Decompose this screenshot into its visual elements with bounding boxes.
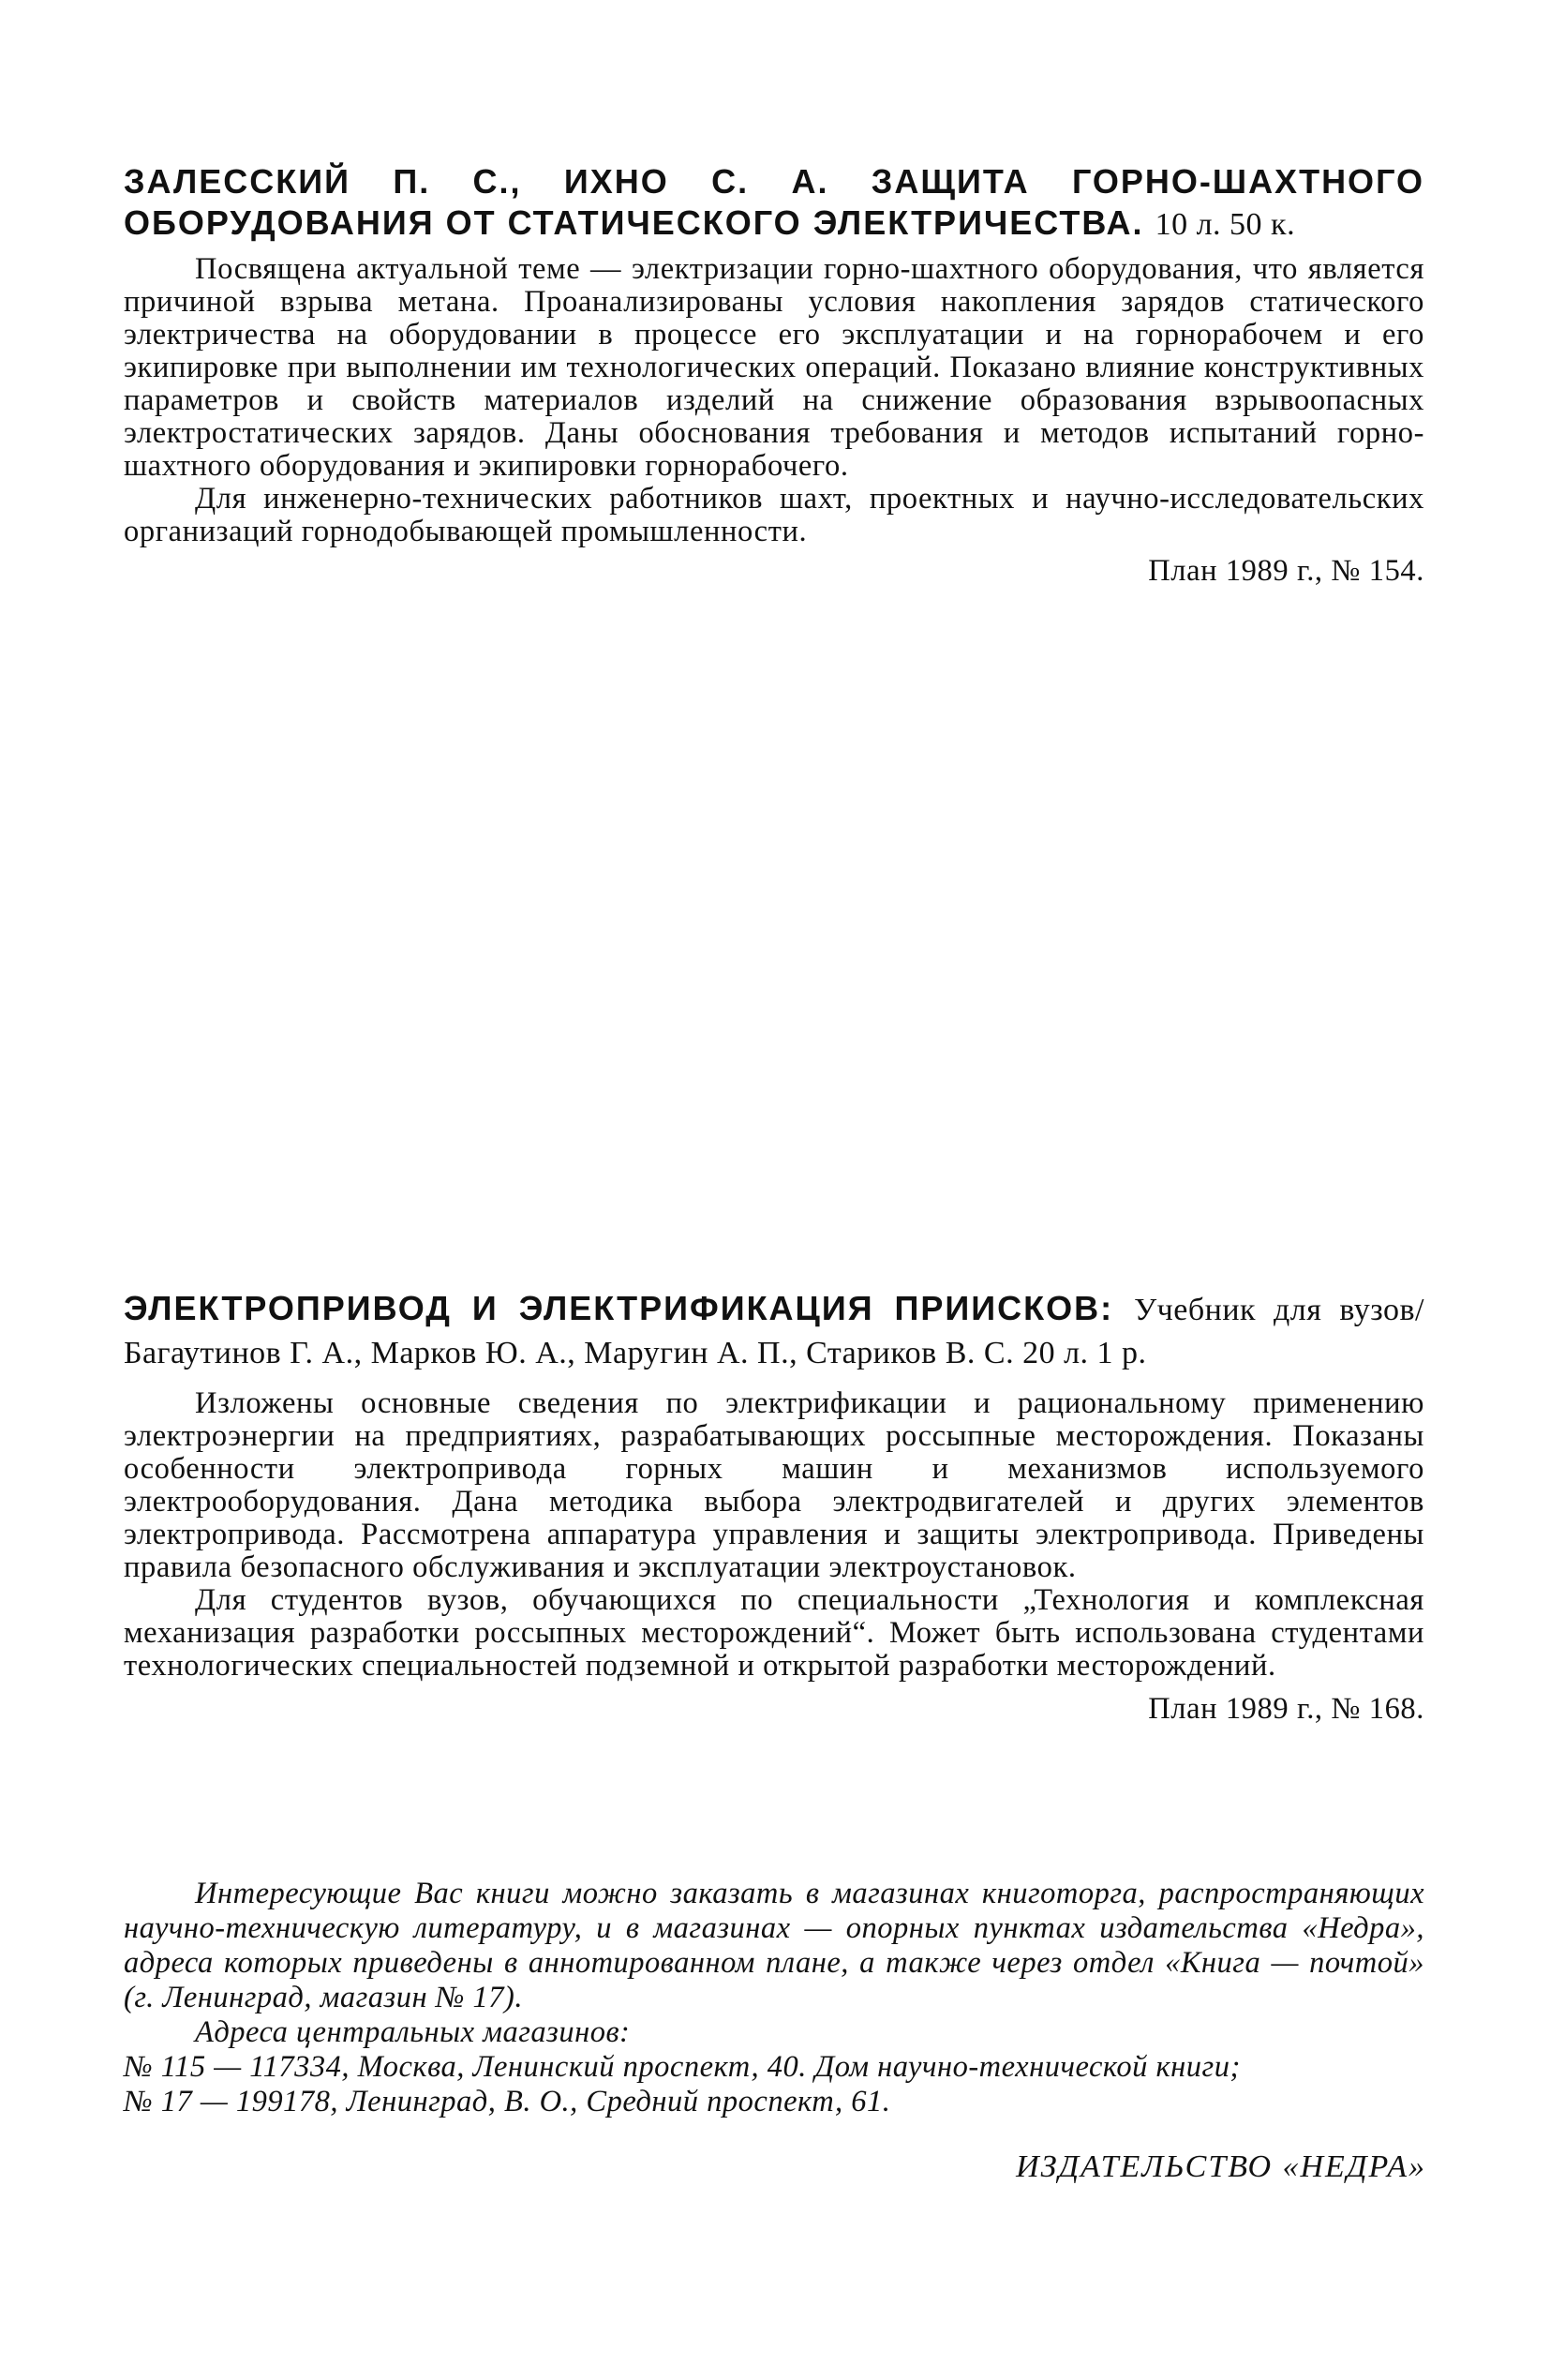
entry-2-plan: План 1989 г., № 168. xyxy=(1148,1692,1424,1726)
entry-2-paragraph-1: Изложены основные сведения по электрификации и рациональному применению электроэнергии на предприятиях, разрабатывающих россыпные месторождения. Показаны особенности электропривода горных машин и механизмов используемого электрооборудования. Дана методика выбора электродвигателей и других элементов электропривода. Рассмотрена аппаратура управления и защиты электропривода. Приведены правила безопасного обслуживания и эксплуатации электроустановок. xyxy=(124,1386,1424,1584)
entry-1-volume-price: 10 л. 50 к. xyxy=(1155,207,1296,242)
publisher-name: ИЗДАТЕЛЬСТВО «НЕДРА» xyxy=(1016,2149,1426,2184)
entry-1-heading: ЗАЛЕССКИЙ П. С., ИХНО С. А. ЗАЩИТА ГОРНО-ШАХТНОГО ОБОРУДОВАНИЯ ОТ СТАТИЧЕСКОГО ЭЛЕКТРИЧЕСТВА. xyxy=(124,162,1424,242)
ordering-notice xyxy=(124,1877,1424,2119)
entry-1-heading-line xyxy=(124,161,1424,246)
entry-1-paragraph-1: Посвящена актуальной теме — электризации горно-шахтного оборудования, что является причиной взрыва метана. Проанализированы условия накопления зарядов статического электричества на оборудовании в процессе его эксплуатации и на горнорабочем и его экипировке при выполнении им технологических операций. Показано влияние конструктивных параметров и свойств материалов изделий на снижение образования взрывоопасных электростатических зарядов. Даны обоснования требования и методов испытаний горно-шахтного оборудования и экипировки горнорабочего. xyxy=(124,252,1424,483)
entry-2-heading-line xyxy=(124,1288,1424,1374)
entry-2-subtitle: Учебник для вузов/ Багаутинов Г. А., Марков Ю. А., Маругин А. П., Стариков В. С. 20 л. 1 р. xyxy=(124,1293,1424,1370)
entry-2-heading: ЭЛЕКТРОПРИВОД И ЭЛЕКТРИФИКАЦИЯ ПРИИСКОВ: xyxy=(124,1289,1114,1327)
addresses-label: Адреса центральных магазинов: xyxy=(195,2015,631,2049)
address-leningrad: № 17 — 199178, Ленинград, В. О., Средний проспект, 61. xyxy=(124,2085,891,2118)
book-entry-2 xyxy=(124,1288,1424,1728)
notice-text: Интересующие Вас книги можно заказать в магазинах книготорга, распространяющих научно-техническую литературу, и в магазинах — опорных пунктах издательства «Недра», адреса которых приведены в аннотированном плане, а также через отдел «Книга — почтой» (г. Ленинград, магазин № 17). xyxy=(124,1877,1424,2014)
address-moscow: № 115 — 117334, Москва, Ленинский проспект, 40. Дом научно-технической книги; xyxy=(124,2050,1241,2084)
entry-2-paragraph-2: Для студентов вузов, обучающихся по специальности „Технология и комплексная механизация разработки россыпных месторождений“. Может быть использована студентами технологических специальностей подземной и открытой разработки месторождений. xyxy=(124,1583,1424,1683)
entry-1-plan: План 1989 г., № 154. xyxy=(1148,554,1424,588)
entry-1-paragraph-2: Для инженерно-технических работников шахт, проектных и научно-исследовательских организаций горнодобывающей промышленности. xyxy=(124,482,1424,548)
book-entry-1 xyxy=(124,161,1424,590)
